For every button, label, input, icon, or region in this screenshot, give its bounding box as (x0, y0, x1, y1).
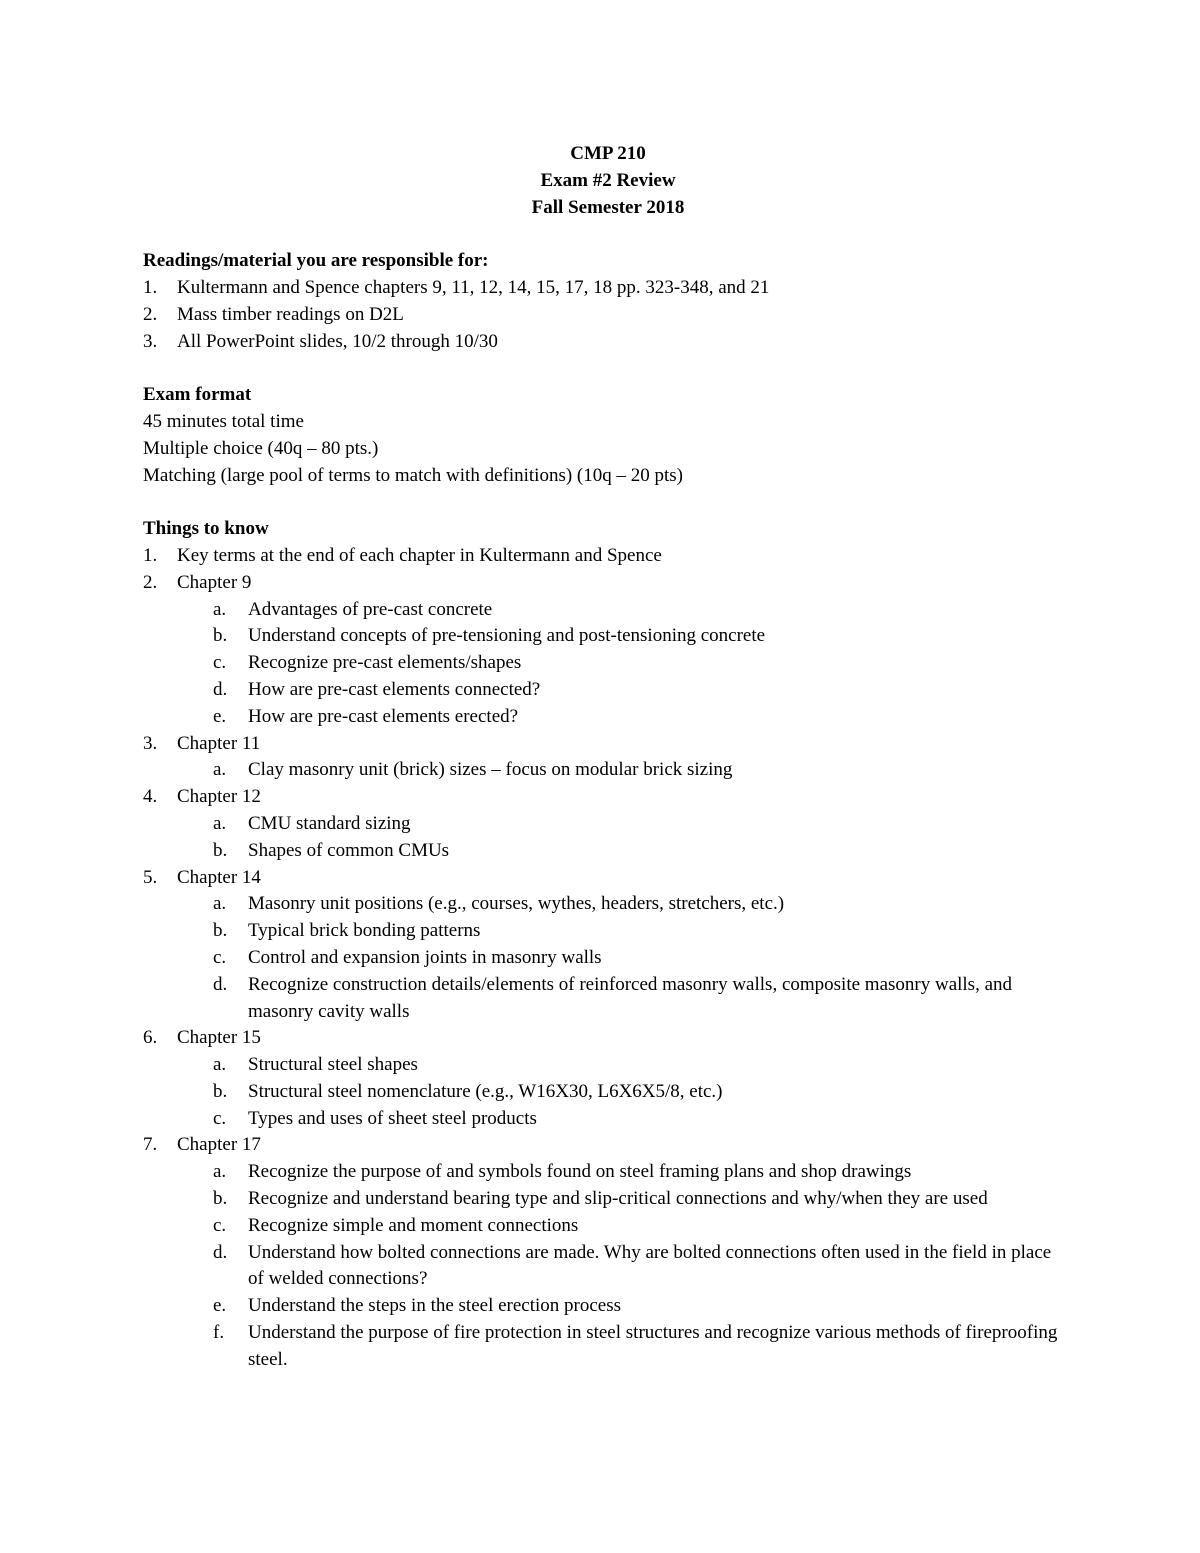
subtopic-text: Recognize construction details/elements of reinforced masonry walls, composite masonry walls, and masonry cavity walls (248, 973, 1013, 1022)
subtopic-item (213, 1159, 1073, 1186)
sub-list-letter: c. (213, 946, 227, 968)
subtopic-text: Recognize pre-cast elements/shapes (248, 652, 522, 674)
exam-format-line: 45 minutes total time (143, 410, 304, 432)
exam-format-line: Matching (large pool of terms to match with definitions) (10q – 20 pts) (143, 464, 683, 486)
list-number: 2. (143, 571, 158, 593)
sub-list-letter: b. (213, 1188, 228, 1210)
subtopic-text: Recognize simple and moment connections (248, 1214, 579, 1236)
semester-title: Fall Semester 2018 (531, 196, 685, 218)
subtopic-text: Typical brick bonding patterns (248, 920, 481, 942)
topic-item (143, 865, 1073, 1026)
subtopic-text: CMU standard sizing (248, 812, 411, 834)
subtopic-item (213, 1293, 1073, 1320)
list-number: 3. (143, 732, 158, 754)
sub-list-letter: d. (213, 678, 228, 700)
subtopic-item (213, 1052, 1073, 1079)
topic-item (143, 731, 1073, 785)
subtopic-text: Understand the steps in the steel erection process (248, 1295, 622, 1317)
reading-item (143, 275, 1073, 302)
subtopic-text: Recognize the purpose of and symbols found on steel framing plans and shop drawings (248, 1161, 912, 1183)
list-number: 7. (143, 1134, 158, 1156)
subtopic-text: Control and expansion joints in masonry walls (248, 946, 602, 968)
subtopic-text: Understand concepts of pre-tensioning and post-tensioning concrete (248, 625, 766, 647)
topic-text: Chapter 12 (177, 786, 261, 808)
subtopic-list (143, 891, 1073, 1025)
topic-item (143, 570, 1073, 731)
subtopic-item (213, 1079, 1073, 1106)
topic-item (143, 784, 1073, 864)
list-number: 2. (143, 303, 158, 325)
list-number: 5. (143, 866, 158, 888)
subtopic-item (213, 972, 1073, 1026)
topic-text: Chapter 15 (177, 1027, 261, 1049)
subtopic-item (213, 918, 1073, 945)
subtopic-item (213, 891, 1073, 918)
subtopic-text: Shapes of common CMUs (248, 839, 450, 861)
subtopic-list (143, 1159, 1073, 1373)
subtopic-text: How are pre-cast elements connected? (248, 678, 541, 700)
reading-item (143, 329, 1073, 356)
subtopic-list (143, 757, 1073, 784)
document-page (143, 141, 1073, 1374)
list-number: 6. (143, 1027, 158, 1049)
reading-text: Kultermann and Spence chapters 9, 11, 12, 14, 15, 17, 18 pp. 323-348, and 21 (177, 276, 770, 298)
topic-text: Chapter 17 (177, 1134, 261, 1156)
reading-text: Mass timber readings on D2L (177, 303, 404, 325)
blank-line (143, 221, 1073, 248)
subtopic-item (213, 757, 1073, 784)
sub-list-letter: e. (213, 705, 227, 727)
blank-line (143, 489, 1073, 516)
topic-item (143, 1025, 1073, 1132)
things-to-know-heading: Things to know (143, 518, 269, 540)
list-number: 3. (143, 330, 158, 352)
sub-list-letter: b. (213, 1080, 228, 1102)
subtopic-item (213, 945, 1073, 972)
subtopic-item (213, 650, 1073, 677)
sub-list-letter: a. (213, 1054, 227, 1076)
sub-list-letter: b. (213, 625, 228, 647)
exam-format-lines (143, 409, 1073, 489)
subtopic-text: Understand how bolted connections are made. Why are bolted connections often used in the field in place of welded connections? (248, 1241, 1052, 1290)
topic-item (143, 543, 1073, 570)
subtopic-text: Advantages of pre-cast concrete (248, 598, 493, 620)
sub-list-letter: a. (213, 598, 227, 620)
sub-list-letter: c. (213, 652, 227, 674)
reading-text: All PowerPoint slides, 10/2 through 10/30 (177, 330, 498, 352)
subtopic-text: Understand the purpose of fire protection in steel structures and recognize various methods of fireproofing steel. (248, 1322, 1058, 1370)
subtopic-text: How are pre-cast elements erected? (248, 705, 519, 727)
sub-list-letter: a. (213, 812, 227, 834)
subtopic-text: Types and uses of sheet steel products (248, 1107, 537, 1129)
readings-heading: Readings/material you are responsible for: (143, 250, 489, 272)
subtopic-item (213, 597, 1073, 624)
list-number: 1. (143, 544, 158, 566)
blank-line (143, 355, 1073, 382)
subtopic-item (213, 1106, 1073, 1133)
sub-list-letter: d. (213, 1241, 228, 1263)
subtopic-text: Structural steel nomenclature (e.g., W16X30, L6X6X5/8, etc.) (248, 1080, 723, 1102)
exam-title: Exam #2 Review (540, 169, 676, 191)
sub-list-letter: a. (213, 1161, 227, 1183)
reading-item (143, 302, 1073, 329)
sub-list-letter: f. (213, 1322, 225, 1344)
subtopic-item (213, 811, 1073, 838)
subtopic-list (143, 597, 1073, 731)
list-number: 1. (143, 276, 158, 298)
things-to-know-list (143, 543, 1073, 1374)
exam-format-line: Multiple choice (40q – 80 pts.) (143, 437, 379, 459)
subtopic-text: Clay masonry unit (brick) sizes – focus on modular brick sizing (248, 759, 733, 781)
sub-list-letter: d. (213, 973, 228, 995)
topic-text: Chapter 9 (177, 571, 252, 593)
subtopic-text: Recognize and understand bearing type and slip-critical connections and why/when they are used (248, 1188, 988, 1210)
topic-text: Chapter 11 (177, 732, 261, 754)
exam-format-heading: Exam format (143, 384, 252, 406)
subtopic-text: Masonry unit positions (e.g., courses, wythes, headers, stretchers, etc.) (248, 893, 785, 915)
subtopic-item (213, 677, 1073, 704)
subtopic-text: Structural steel shapes (248, 1054, 418, 1076)
sub-list-letter: c. (213, 1214, 227, 1236)
sub-list-letter: b. (213, 839, 228, 861)
topic-item (143, 1132, 1073, 1373)
sub-list-letter: a. (213, 759, 227, 781)
subtopic-item (213, 1186, 1073, 1213)
subtopic-list (143, 811, 1073, 865)
subtopic-item (213, 704, 1073, 731)
subtopic-item (213, 1240, 1073, 1294)
subtopic-item (213, 623, 1073, 650)
subtopic-item (213, 1213, 1073, 1240)
readings-list (143, 275, 1073, 355)
list-number: 4. (143, 786, 158, 808)
topic-text: Chapter 14 (177, 866, 261, 888)
subtopic-item (213, 838, 1073, 865)
sub-list-letter: e. (213, 1295, 227, 1317)
sub-list-letter: a. (213, 893, 227, 915)
subtopic-list (143, 1052, 1073, 1132)
topic-text: Key terms at the end of each chapter in Kultermann and Spence (177, 544, 662, 566)
subtopic-item (213, 1320, 1073, 1374)
sub-list-letter: c. (213, 1107, 227, 1129)
sub-list-letter: b. (213, 920, 228, 942)
course-title: CMP 210 (570, 143, 646, 164)
